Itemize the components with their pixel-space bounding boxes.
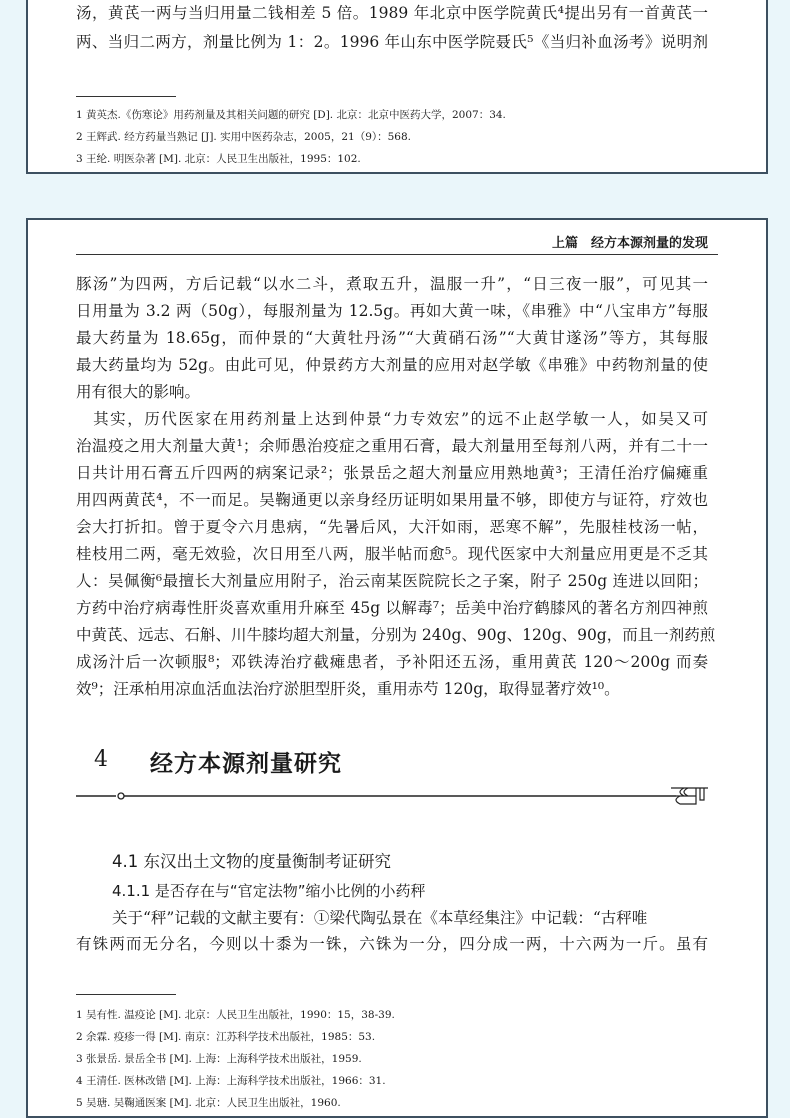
footnote: 2 余霖. 疫疹一得 [M]. 南京：江苏科学技术出版社，1985：53.: [76, 1031, 376, 1043]
running-head: 上篇 经方本源剂量的发现: [551, 236, 708, 251]
body-text-line: 方药中治疗病毒性肝炎喜欢重用升麻至 45g 以解毒⁷；岳美中治疗鹤膝风的著名方剂四神煎: [76, 599, 708, 617]
body-text-line: 最大药量均为 52g。由此可见，仲景药方大剂量的应用对赵学敏《串雅》中药物剂量的使: [76, 356, 708, 374]
body-text-line: 汤，黄芪一两与当归用量二钱相差 5 倍。1989 年北京中医学院黄氏⁴提出另有一首黄芪一: [76, 4, 708, 22]
footnote: 1 黄英杰.《伤寒论》用药剂量及其相关问题的研究 [D]. 北京：北京中医药大学，2007：34.: [76, 109, 506, 121]
body-text-line: 成汤汁后一次顿服⁸；邓铁涛治疗截瘫患者，予补阳还五汤，重用黄芪 120～200g 而奏: [76, 653, 708, 671]
footnote: 2 王辉武. 经方药量当熟记 [J]. 实用中医药杂志，2005，21（9）：568.: [76, 131, 411, 143]
body-text-line: 关于“秤”记载的文献主要有：①梁代陶弘景在《本草经集注》中记载：“古秤唯: [112, 909, 648, 927]
page-current: [26, 218, 768, 1118]
body-text-line: 效⁹；汪承柏用凉血活血法治疗淤胆型肝炎，重用赤芍 120g，取得显著疗效¹⁰。: [76, 680, 620, 698]
page-previous: [26, 0, 768, 174]
chapter-number: 4: [94, 747, 108, 772]
body-text-line: 桂枝用二两，毫无效验，次日用至八两，服半帖而愈⁵。现代医家中大剂量应用更是不乏其: [76, 545, 708, 563]
chapter-rule-ornament: [76, 782, 716, 806]
body-text-line: 人：吴佩衡⁶最擅长大剂量应用附子，治云南某医院院长之子案，附子 250g 连进以回阳；: [76, 572, 708, 590]
footnote-rule: [76, 96, 176, 97]
body-text-line: 日共计用石膏五斤四两的病案记录²；张景岳之超大剂量应用熟地黄³；王清任治疗偏瘫重: [76, 464, 708, 482]
subsection-title: 4.1.1 是否存在与“官定法物”缩小比例的小药秤: [112, 882, 426, 900]
footnote: 3 张景岳. 景岳全书 [M]. 上海：上海科学技术出版社，1959.: [76, 1053, 362, 1065]
footnote: 4 王清任. 医林改错 [M]. 上海：上海科学技术出版社，1966：31.: [76, 1075, 386, 1087]
footnote: 5 吴瑭. 吴鞠通医案 [M]. 北京：人民卫生出版社，1960.: [76, 1097, 341, 1109]
chapter-title: 经方本源剂量研究: [150, 751, 342, 777]
body-text-line: 最大药量为 18.65g，而仲景的“大黄牡丹汤”“大黄硝石汤”“大黄甘遂汤”等方，其每服: [76, 329, 708, 347]
body-text-line: 豚汤”为四两，方后记载“以水二斗，煮取五升，温服一升”，“日三夜一服”，可见其一: [76, 275, 708, 293]
footnote: 3 王纶. 明医杂著 [M]. 北京：人民卫生出版社，1995：102.: [76, 153, 361, 165]
body-text-line: 两、当归二两方，剂量比例为 1：2。1996 年山东中医学院聂氏⁵《当归补血汤考》说明剂: [76, 33, 708, 51]
section-title: 4.1 东汉出土文物的度量衡制考证研究: [112, 852, 391, 871]
footnote-rule: [76, 994, 176, 995]
body-text-line: 治温疫之用大剂量大黄¹；余师愚治疫症之重用石膏，最大剂量用至每剂八两，并有二十一: [76, 437, 708, 455]
footnote: 1 吴有性. 温疫论 [M]. 北京：人民卫生出版社，1990：15，38-39.: [76, 1009, 395, 1021]
body-text-line: 中黄芪、远志、石斛、川牛膝均超大剂量，分别为 240g、90g、120g、90g，而且一剂药煎: [76, 626, 716, 644]
body-text-line: 其实，历代医家在用药剂量上达到仲景“力专效宏”的远不止赵学敏一人，如吴又可: [76, 410, 708, 428]
body-text-line: 会大打折扣。曾于夏令六月患病，“先暑后风，大汗如雨，恶寒不解”，先服桂枝汤一帖，: [76, 518, 708, 536]
header-rule: [76, 254, 718, 255]
body-text-line: 用有很大的影响。: [76, 383, 201, 401]
body-text-line: 有铢两而无分名，今则以十黍为一铢，六铢为一分，四分成一两，十六两为一斤。虽有: [76, 935, 708, 953]
body-text-line: 用四两黄芪⁴，不一而足。吴鞠通更以亲身经历证明如果用量不够，即使方与证符，疗效也: [76, 491, 708, 509]
body-text-line: 日用量为 3.2 两（50g），每服剂量为 12.5g。再如大黄一味，《串雅》中“八宝串方”每服: [76, 302, 708, 320]
